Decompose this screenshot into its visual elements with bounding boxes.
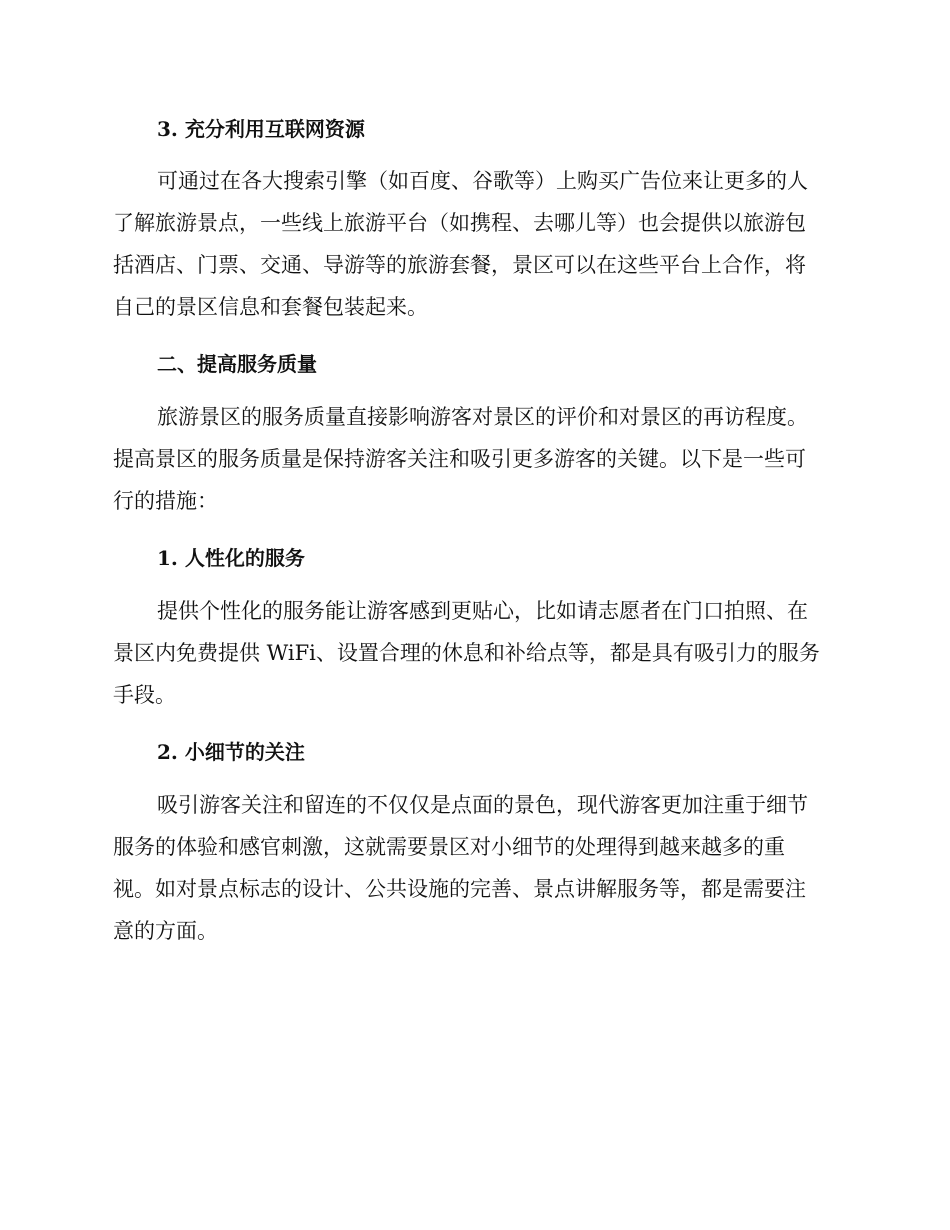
- paragraph-line: 括酒店、门票、交通、导游等的旅游套餐，景区可以在这些平台上合作，将: [113, 253, 806, 277]
- paragraph-internet-resources: [113, 160, 835, 328]
- paragraph-line: 视。如对景点标志的设计、公共设施的完善、景点讲解服务等，都是需要注: [113, 877, 806, 901]
- heading-internet-resources: 3. 充分利用互联网资源: [157, 117, 365, 141]
- paragraph-line: 旅游景区的服务质量直接影响游客对景区的评价和对景区的再访程度。: [157, 405, 808, 429]
- paragraph-line: 服务的体验和感官刺激，这就需要景区对小细节的处理得到越来越多的重: [113, 835, 785, 859]
- paragraph-personalized-service: [113, 590, 835, 716]
- heading-personalized-service: 1. 人性化的服务: [157, 546, 305, 570]
- paragraph-line: 了解旅游景点，一些线上旅游平台（如携程、去哪儿等）也会提供以旅游包: [113, 211, 806, 235]
- paragraph-line: 可通过在各大搜索引擎（如百度、谷歌等）上购买广告位来让更多的人: [157, 169, 808, 193]
- paragraph-service-quality: [113, 396, 835, 522]
- paragraph-small-details: [113, 784, 835, 952]
- paragraph-line: 提高景区的服务质量是保持游客关注和吸引更多游客的关键。以下是一些可: [113, 447, 806, 471]
- paragraph-line: 手段。: [113, 683, 176, 707]
- heading-small-details: 2. 小细节的关注: [157, 740, 305, 764]
- paragraph-line: 意的方面。: [113, 919, 218, 943]
- paragraph-line: 提供个性化的服务能让游客感到更贴心，比如请志愿者在门口拍照、在: [157, 599, 808, 623]
- paragraph-line: 景区内免费提供 WiFi、设置合理的休息和补给点等，都是具有吸引力的服务: [113, 641, 820, 665]
- paragraph-line: 自己的景区信息和套餐包装起来。: [113, 295, 428, 319]
- heading-service-quality: 二、提高服务质量: [157, 352, 317, 376]
- paragraph-line: 吸引游客关注和留连的不仅仅是点面的景色，现代游客更加注重于细节: [157, 793, 808, 817]
- paragraph-line: 行的措施：: [113, 489, 218, 513]
